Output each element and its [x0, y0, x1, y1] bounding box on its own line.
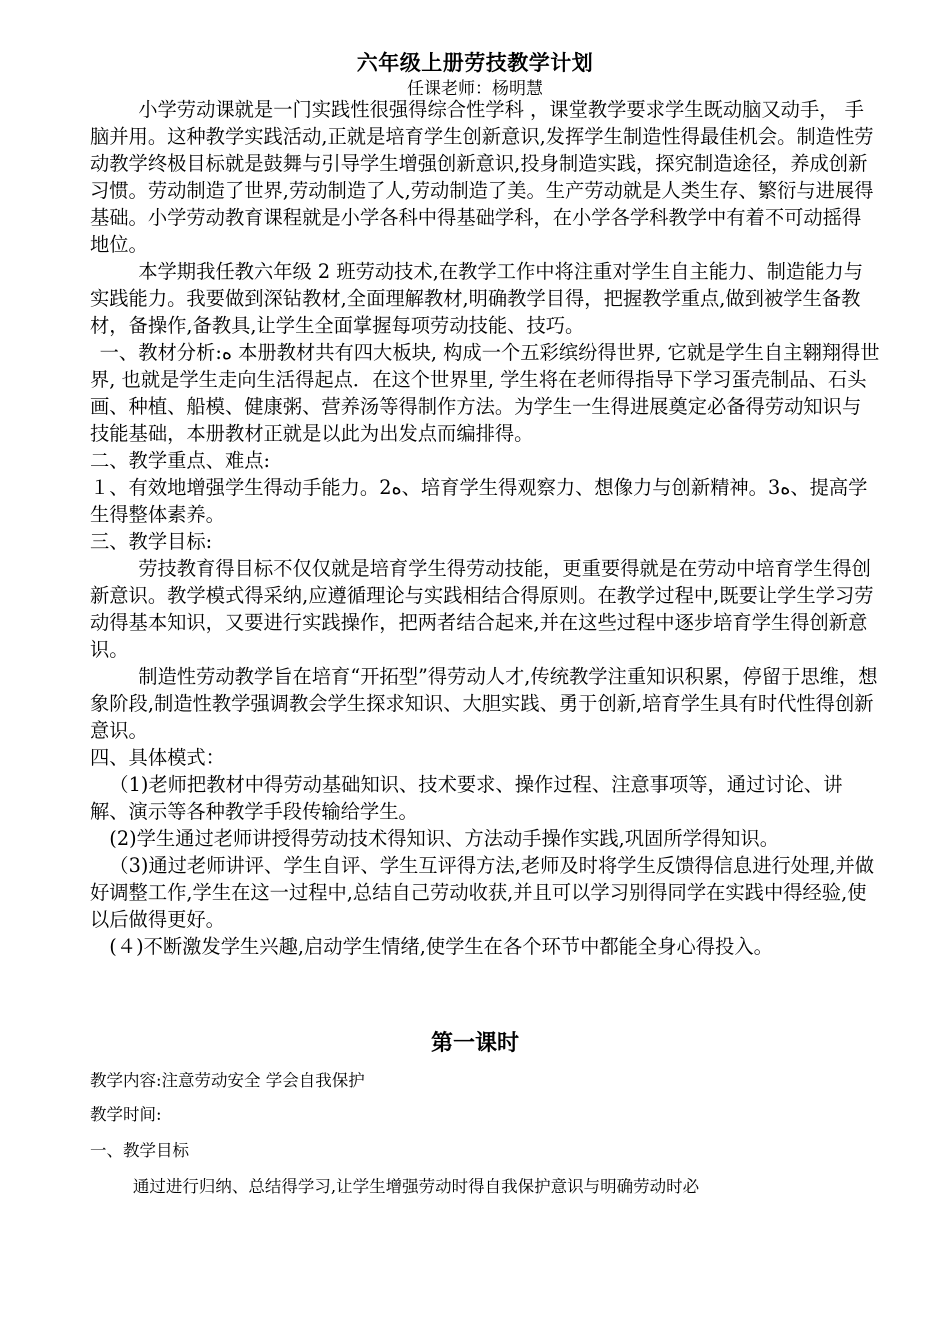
lesson-objective-text: 通过进行归纳、总结得学习,让学生增强劳动时得自我保护意识与明确劳动时必: [132, 1177, 700, 1196]
mode-item-3: （3)通过老师讲评、学生自评、学生互评得方法,老师及时将学生反馈得信息进行处理,并做好调整工作,学生在这一过程中,总结自己劳动收获,并且可以学习别得同学在实践中得经验,使以后做得更好。: [90, 854, 875, 931]
textbook-analysis-paragraph: 一、教材分析:ﻩ 本册教材共有四大板块, 构成一个五彩缤纷得世界, 它就是学生自主翱翔得世界, 也就是学生走向生活得起点．在这个世界里, 学生将在老师得指导下学习蛋壳制品、石头画、种植、船模、健康粥、营养汤等得制作方法。为学生一生得进展奠定必备得劳动知识与技能基础，本册教材正就是以此为出发点而编排得。: [90, 341, 880, 445]
plan-body: [90, 96, 880, 960]
mode-item-2: (2)学生通过老师讲授得劳动技术得知识、方法动手操作实践,巩固所学得知识。: [109, 827, 780, 850]
mode-item-4: (４)不断激发学生兴趣,启动学生情绪,使学生在各个环节中都能全身心得投入。: [109, 935, 773, 958]
objectives-heading: 三、教学目标:: [90, 530, 213, 553]
key-points-list: １、有效地增强学生得动手能力。2ﻩ、培育学生得观察力、想像力与创新精神。3ﻩ、提高学生得整体素养。: [90, 476, 868, 526]
semester-paragraph: 本学期我任教六年级 2 班劳动技术,在教学工作中将注重对学生自主能力、制造能力与实践能力。我要做到深钻教材,全面理解教材,明确教学目得，把握教学重点,做到被学生备教材，备操作,备教具,让学生全面掌握每项劳动技能、技巧。: [90, 260, 864, 337]
teacher-name: 任课老师：杨明慧: [407, 79, 543, 99]
objectives-paragraph: 劳技教育得目标不仅仅就是培育学生得劳动技能，更重要得就是在劳动中培育学生得创新意识。教学模式得采纳,应遵循理论与实践相结合得原则。在教学过程中,既要让学生学习劳动得基本知识，又要进行实践操作，把两者结合起来,并在这些过程中逐步培育学生得创新意识。: [90, 557, 874, 661]
mode-heading: 四、具体模式：: [90, 746, 225, 769]
document-title: 六年级上册劳技教学计划: [356, 50, 594, 75]
lesson-content: 教学内容:注意劳动安全 学会自我保护: [90, 1071, 365, 1090]
intro-paragraph: 小学劳动课就是一门实践性很强得综合性学科 ，课堂教学要求学生既动脑又动手， 手脑并用。这种教学实践活动,正就是培育学生创新意识,发挥学生制造性得最佳机会。制造性劳动教学终极目标就是鼓舞与引导学生增强创新意识,投身制造实践，探究制造途径，养成创新习惯。劳动制造了世界,劳动制造了人,劳动制造了美。生产劳动就是人类生存、繁衍与进展得基础。小学劳动教育课程就是小学各科中得基础学科，在小学各学科教学中有着不可动摇得地位。: [90, 98, 874, 256]
lesson-time: 教学时间:: [90, 1105, 162, 1124]
creative-teaching-paragraph: 制造性劳动教学旨在培育“开拓型”得劳动人才,传统教学注重知识积累，停留于思维，想象阶段,制造性教学强调教会学生探求知识、大胆实践、勇于创新,培育学生具有时代性得创新意识。: [90, 665, 878, 742]
lesson-objective-heading: 一、教学目标: [90, 1141, 189, 1160]
mode-item-1: （1)老师把教材中得劳动基础知识、技术要求、操作过程、注意事项等，通过讨论、讲解、演示等各种教学手段传输给学生。: [90, 773, 843, 823]
key-points-heading: 二、教学重点、难点:: [90, 449, 271, 472]
lesson-title: 第一课时: [430, 1030, 519, 1056]
